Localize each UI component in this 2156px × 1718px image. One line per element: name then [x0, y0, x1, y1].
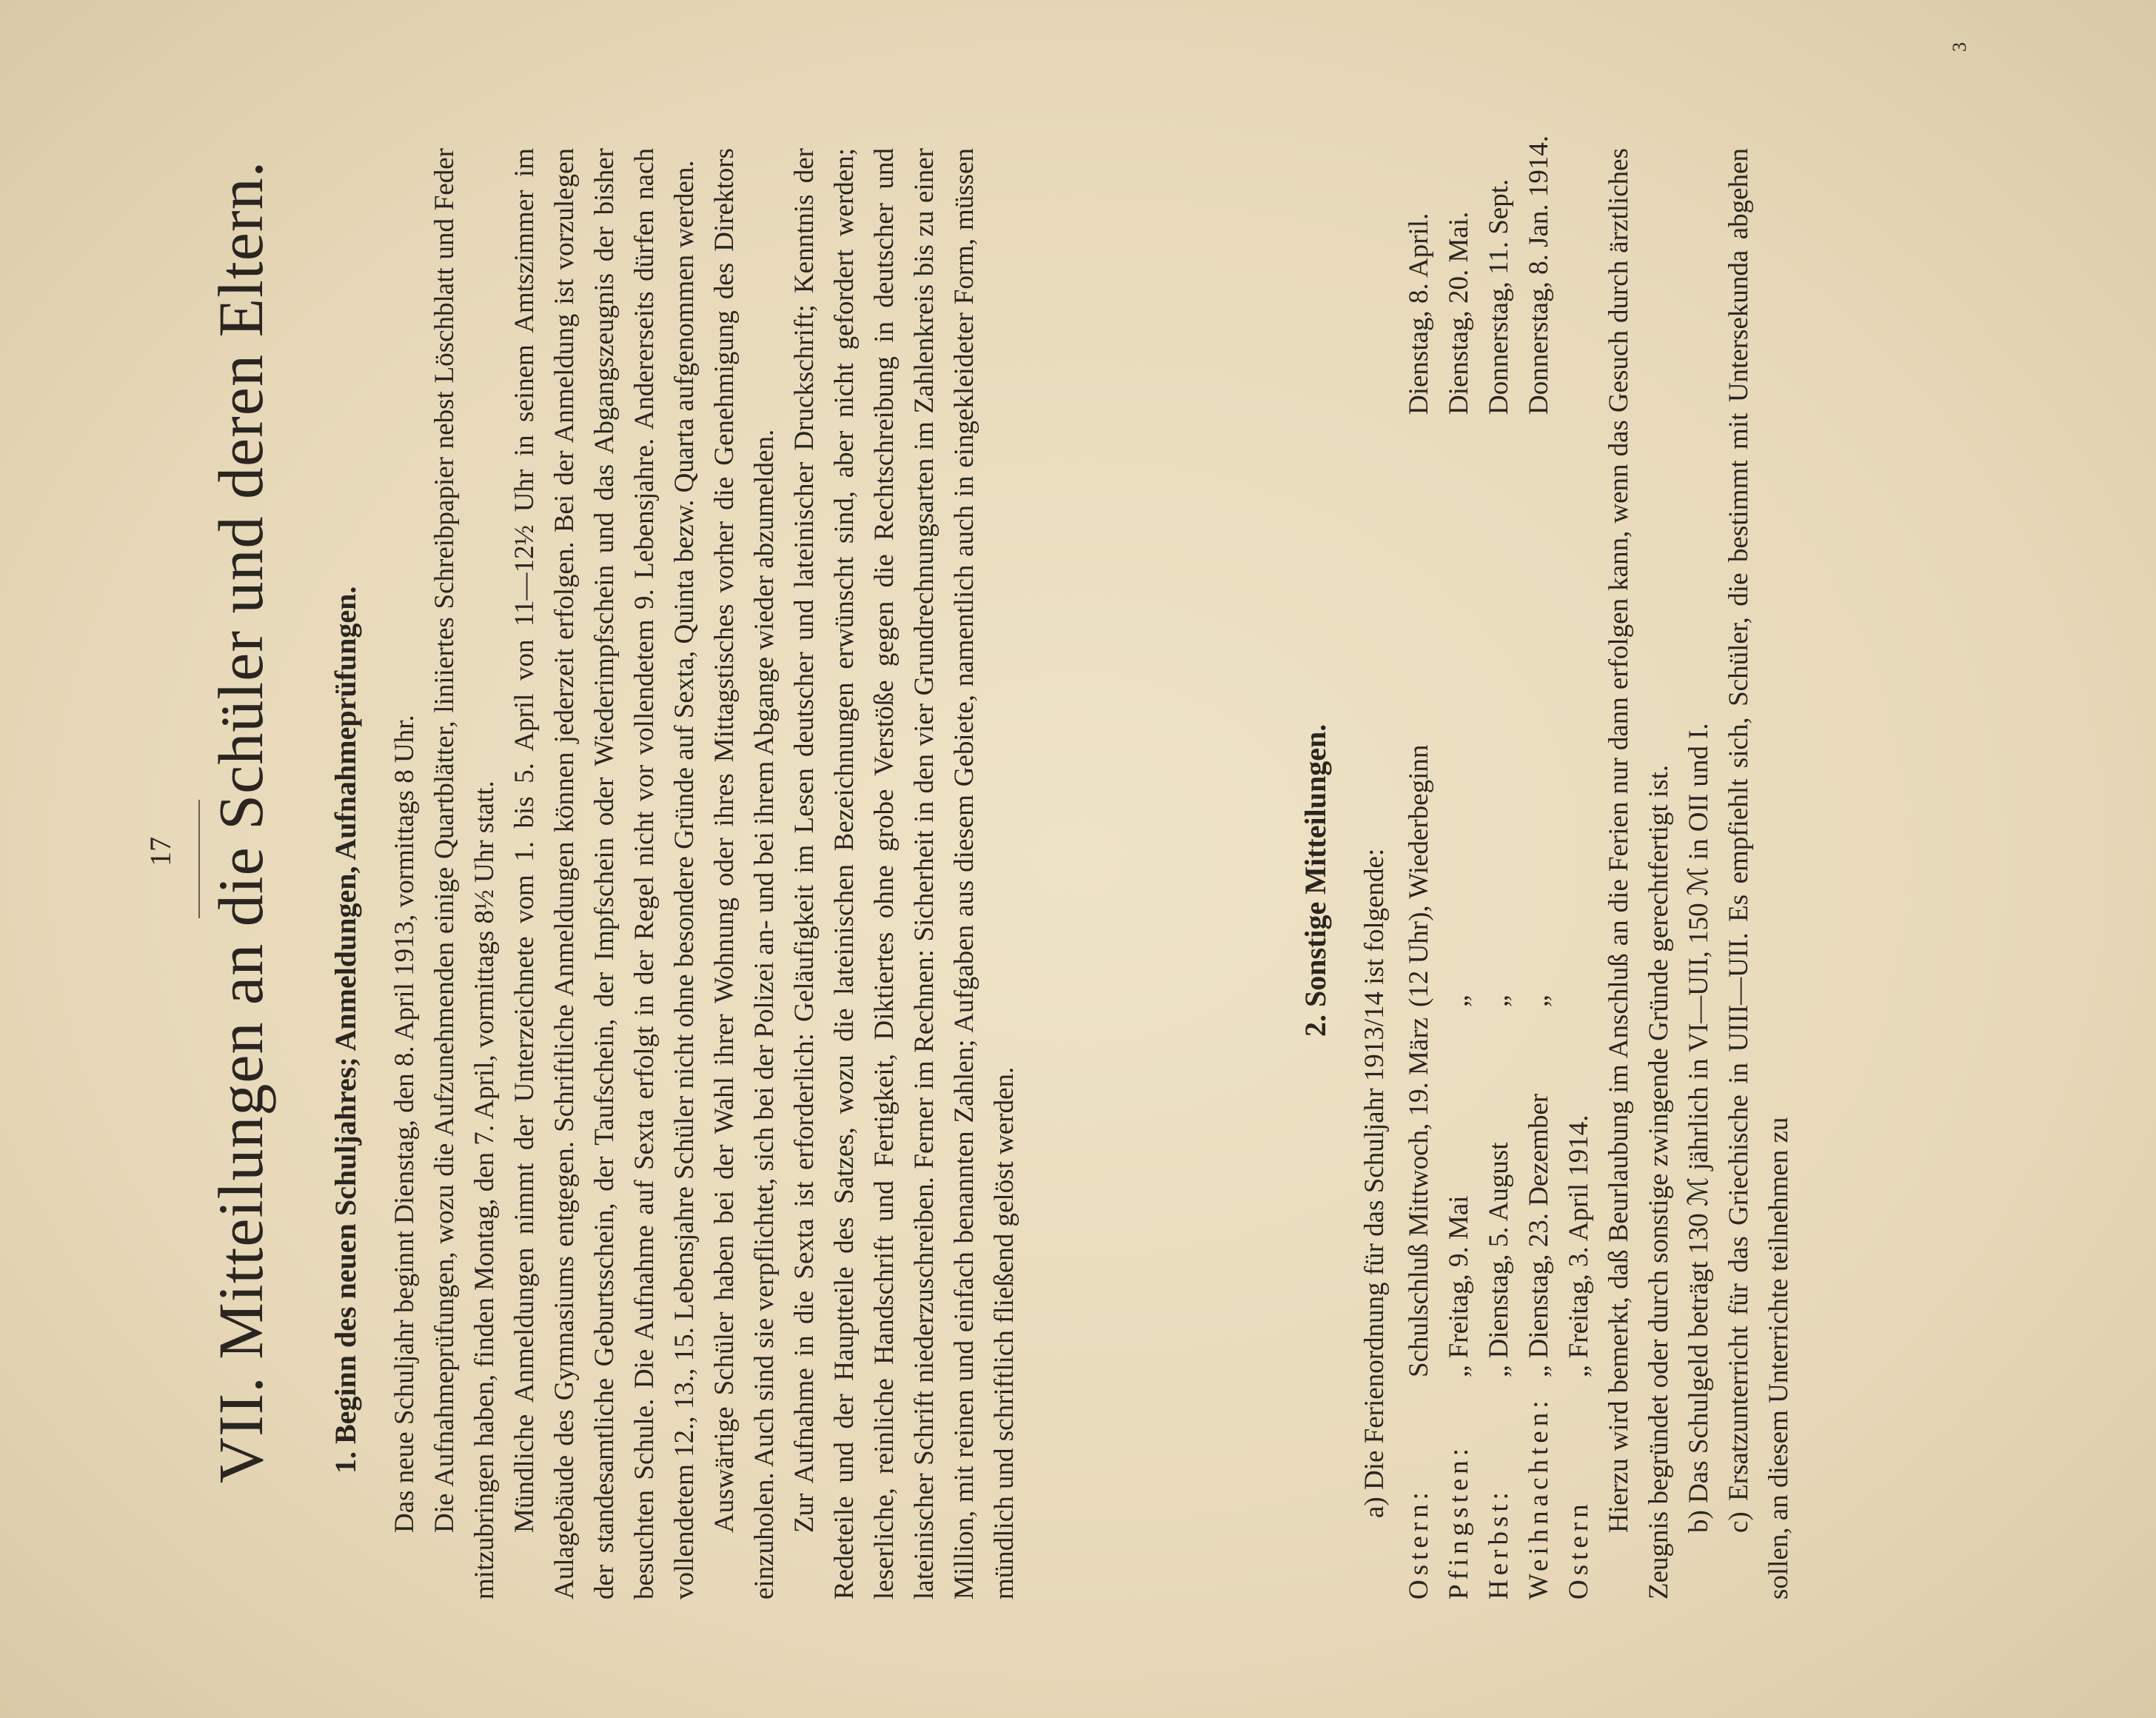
- section-heading-1: 1. Beginn des neuen Schuljahres; Anmeldungen, Aufnahmeprüfungen.: [329, 586, 362, 1474]
- paragraph-greek-substitute: c) Ersatzunterricht für das Griechische in UIII—UII. Es empfiehlt sich, Schüler, die bestimmt mit Untersekunda abgehen sollen, an diesem Unterrichte teilnehmen zu: [1724, 148, 1794, 1600]
- paragraph-external-students: Auswärtige Schüler haben bei der Wahl ihrer Wohnung oder ihres Mittagstisches vorher die Genehmigung des Direktors einzuholen. Auch sind sie verpflichtet, sich bei der Polizei an- und bei ihrem Abgange wieder abzumelden.: [709, 148, 780, 1600]
- paragraph-leave-note: Hierzu wird bemerkt, daß Beurlaubung im Anschluß an die Ferien nur dann erfolgen kann, wenn das Gesuch durch ärztliches Zeugnis begründet oder durch sonstige zwingende Gründe gerechtfertigt ist.: [1604, 148, 1674, 1600]
- holiday-row: [1519, 118, 1559, 1600]
- signature-mark: 3: [1949, 42, 1970, 52]
- holiday-name: Pfingsten:: [1444, 1443, 1474, 1600]
- holiday-name: Weihnachten:: [1524, 1396, 1554, 1600]
- holiday-row: [1399, 118, 1439, 1600]
- holiday-name: Ostern:: [1404, 1488, 1434, 1600]
- holiday-note: (12 Uhr), Wiederbeginn: [1404, 744, 1434, 1007]
- holiday-row: [1479, 118, 1519, 1600]
- holiday-row: [1559, 118, 1599, 1600]
- paragraph-sexta-requirements: Zur Aufnahme in die Sexta ist erforderlich: Geläufigkeit im Lesen deutscher und lateinischer Druckschrift; Kenntnis der Redeteile und der Hauptteile des Satzes, wozu die lateinischen Bezeichnungen erwünscht sind, aber nicht gefordert werden; leserliche, reinliche Handschrift und Fertigkeit, Diktiertes ohne grobe Verstöße gegen die Rechtschreibung in deutscher und lateinischer Schrift niederzuschreiben. Ferner im Rechnen: Sicherheit in den vier Grundrechnungsarten im Zahlenkreis bis zu einer Million, mit reinen und einfach benannten Zahlen; Aufgaben aus diesem Gebiete, namentlich auch in eingekleideter Form, müssen mündlich und schriftlich fließend gelöst werden.: [789, 148, 1020, 1600]
- holiday-note: „: [1444, 995, 1474, 1007]
- holiday-row: [1439, 118, 1479, 1600]
- page-number: 17: [144, 837, 177, 866]
- holiday-note: „: [1484, 995, 1514, 1007]
- chapter-title: VII. Mitteilungen an die Schüler und deren Eltern.: [205, 160, 276, 1484]
- section-1-body: [385, 148, 1025, 1600]
- holiday-end: Dienstag, 20. Mai.: [1444, 211, 1474, 415]
- holiday-start: „ Freitag, 9. Mai: [1444, 1195, 1474, 1377]
- holiday-intro: a) Die Ferienordnung für das Schuljahr 1913/14 ist folgende:: [1359, 848, 1390, 1518]
- section-2-body: [1599, 148, 1799, 1600]
- paragraph-school-start: Das neue Schuljahr beginnt Dienstag, den 8. April 1913, vormittags 8 Uhr.: [389, 715, 420, 1533]
- holiday-start: „ Dienstag, 23. Dezember: [1524, 1093, 1554, 1377]
- holiday-end: Dienstag, 8. April.: [1404, 213, 1434, 415]
- paragraph-registration: Mündliche Anmeldungen nimmt der Unterzeichnete vom 1. bis 5. April von 11—12½ Uhr in seinem Amtszimmer im Aulagebäude des Gymnasiums entgegen. Schriftliche Anmeldungen können jederzeit erfolgen. Bei der Anmeldung ist vorzulegen der standesamtliche Geburtsschein, der Taufschein, der Impfschein oder Wiederimpfschein und das Abgangszeugnis der bisher besuchten Schule. Die Aufnahme auf Sexta erfolgt in der Regel nicht vor vollendetem 9. Lebensjahre. Andererseits dürfen nach vollendetem 12., 13., 15. Lebensjahre Schüler nicht ohne besondere Gründe auf Sexta, Quinta bezw. Quarta aufgenommen werden.: [509, 148, 700, 1600]
- paragraph-entrance-exam: Die Aufnahmeprüfungen, wozu die Aufzunehmenden einige Quartblätter, liniiertes Schreibpapier nebst Löschblatt und Feder mitzubringen haben, finden Montag, den 7. April, vormittags 8½ Uhr statt.: [429, 148, 500, 1600]
- holiday-start: „ Dienstag, 5. August: [1484, 1142, 1514, 1377]
- holiday-table: [1399, 118, 1599, 1600]
- holiday-name: Herbst:: [1484, 1488, 1514, 1600]
- section-heading-2: 2. Sonstige Mitteilungen.: [1299, 723, 1332, 1037]
- holiday-name: Ostern: [1564, 1500, 1594, 1600]
- holiday-end: Donnerstag, 8. Jan. 1914.: [1524, 135, 1554, 415]
- holiday-start: „ Freitag, 3. April 1914.: [1564, 1114, 1594, 1377]
- holiday-end: Donnerstag, 11. Sept.: [1484, 178, 1514, 415]
- holiday-start: Schulschluß Mittwoch, 19. März: [1404, 1017, 1434, 1377]
- paragraph-school-fee: b) Das Schulgeld beträgt 130 ℳ jährlich in VI—UII, 150 ℳ in OII und I.: [1684, 723, 1714, 1533]
- holiday-note: „: [1524, 995, 1554, 1007]
